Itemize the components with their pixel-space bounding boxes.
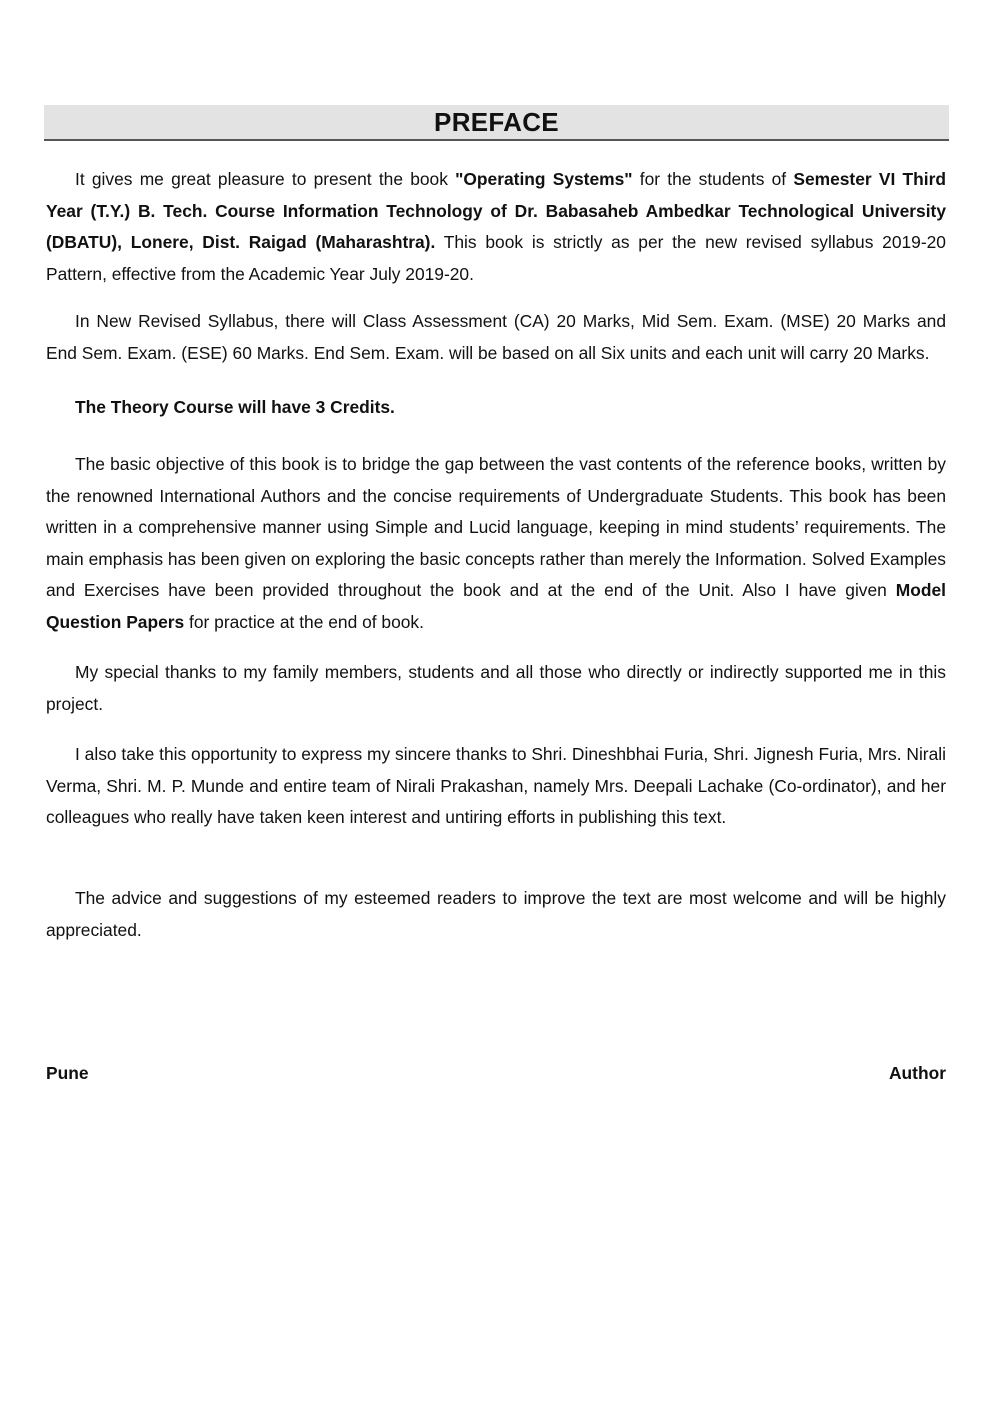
course-name: Semester VI Third Year (T.Y.) B. Tech. Course Information Technology of Dr. Babasaheb Ambedkar Technological University (DBATU), Lonere, Dist. Raigad (Maharashtra). [46, 169, 947, 252]
intro-text-3: This book is strictly as per the new revised syllabus 2019-20 Pattern, effective from the Academic Year July 2019-20. [46, 232, 946, 284]
objective-text-2: for practice at the end of book. [184, 611, 424, 632]
intro-text-2: for the students of [632, 169, 794, 189]
paragraph-credits [46, 392, 946, 424]
paragraph-intro [46, 164, 946, 290]
paragraph-thanks-team: I also take this opportunity to express my sincere thanks to Shri. Dineshbhai Furia, Shri. Jignesh Furia, Mrs. Nirali Verma, Shri. M. P. Munde and entire team of Nirali Prakashan, namely Mrs. Deepali Lachake (Co-ordinator), and her colleagues who really have taken keen interest and untiring efforts in publishing this text. [46, 744, 946, 827]
model-question-papers: Model Question Papers [46, 580, 946, 632]
place: Pune [46, 1063, 89, 1083]
signature-row [46, 1063, 946, 1084]
paragraph-thanks-family: My special thanks to my family members, students and all those who directly or indirectly supported me in this project. [46, 662, 946, 714]
paragraph-advice: The advice and suggestions of my esteemed readers to improve the text are most welcome and will be highly appreciated. [46, 888, 946, 940]
intro-text-1: It gives me great pleasure to present the book [75, 169, 456, 189]
paragraph-objective [46, 449, 946, 638]
book-title: "Operating Systems" [455, 169, 633, 189]
objective-text-1: The basic objective of this book is to bridge the gap between the vast contents of the reference books, written by the renowned International Authors and the concise requirements of Undergraduate Students. This book has been written in a comprehensive manner using Simple and Lucid language, keeping in mind students’ requirements. The main emphasis has been given on exploring the basic concepts rather than merely the Information. Solved Examples and Exercises have been provided throughout the book and at the end of the Unit. Also I have given [46, 454, 946, 600]
title-bar [44, 105, 949, 141]
credits-text: The Theory Course will have 3 Credits. [75, 397, 395, 417]
author: Author [889, 1063, 946, 1083]
page-title: PREFACE [434, 106, 559, 137]
paragraph-syllabus: In New Revised Syllabus, there will Class Assessment (CA) 20 Marks, Mid Sem. Exam. (MSE) 20 Marks and End Sem. Exam. (ESE) 60 Marks. End Sem. Exam. will be based on all Six units and each unit will carry 20 Marks. [46, 311, 946, 363]
